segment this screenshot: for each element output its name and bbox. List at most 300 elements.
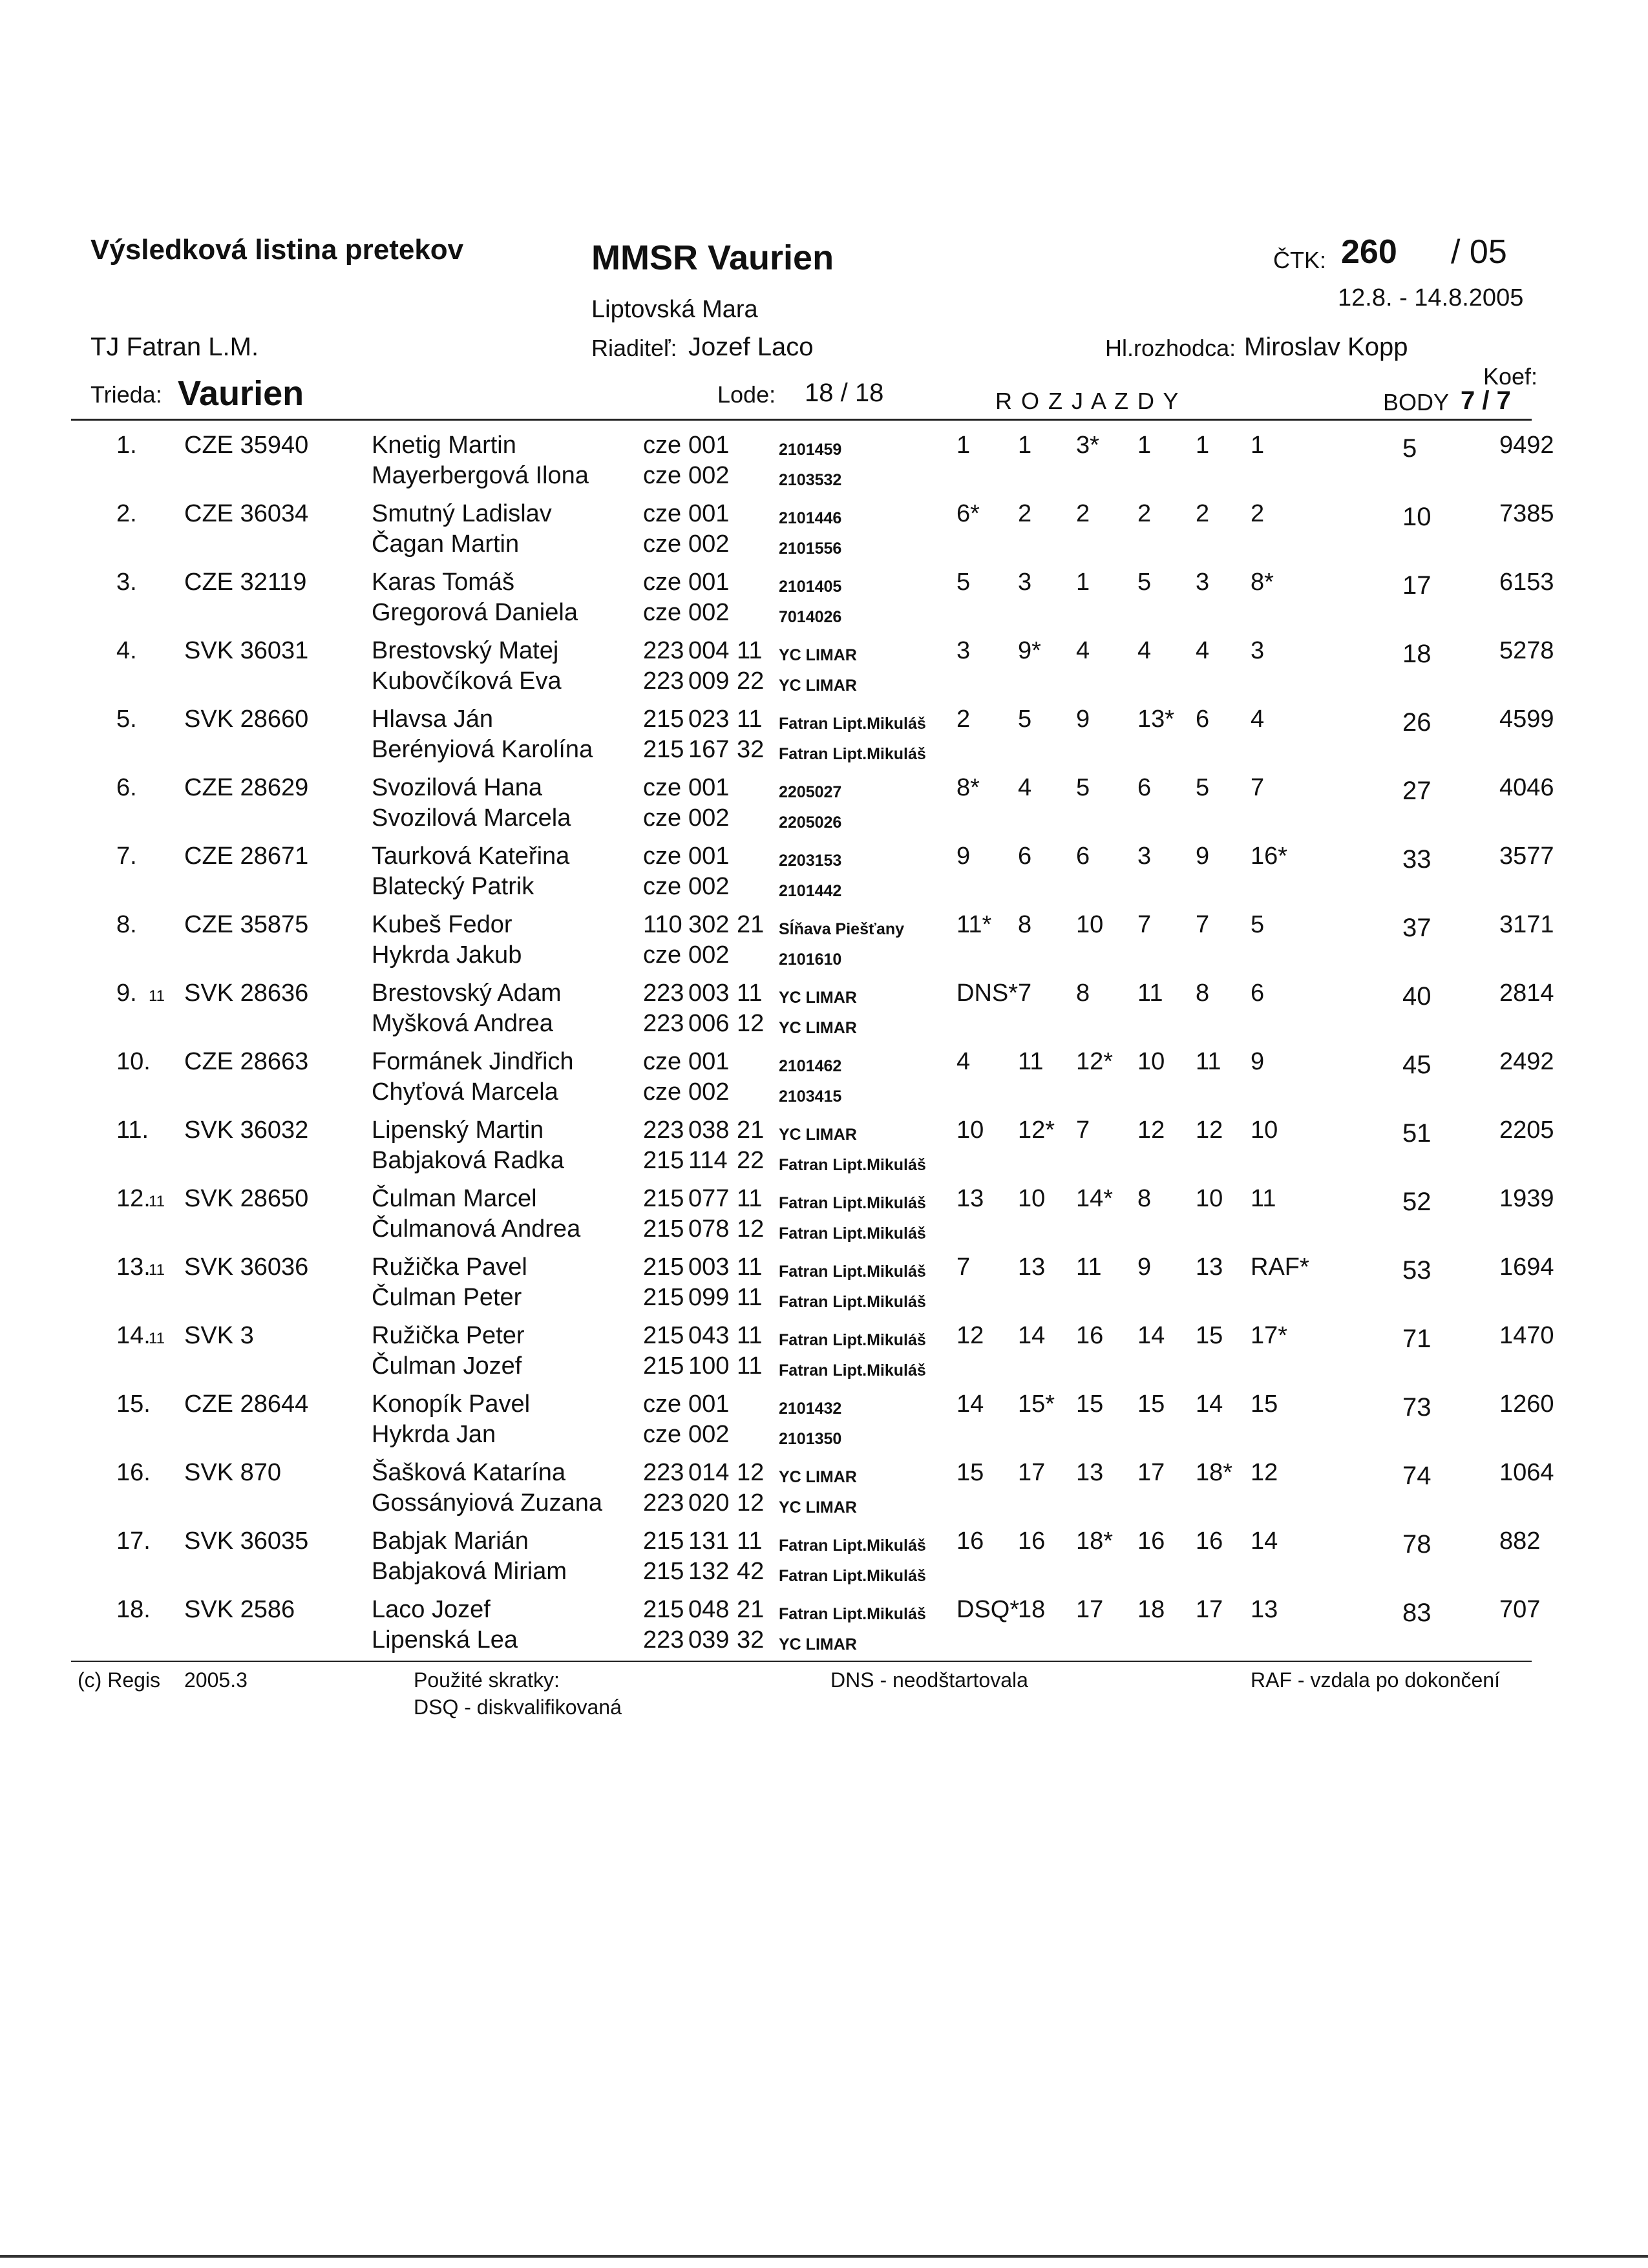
- race-3-result: 7: [1076, 1117, 1090, 1144]
- chief-judge-name: Miroslav Kopp: [1244, 333, 1408, 361]
- crew-code-b: 002: [688, 530, 730, 558]
- crew-code-b: 002: [688, 462, 730, 489]
- race-3-result: 6: [1076, 843, 1090, 870]
- sail-number: SVK 28650: [184, 1185, 309, 1212]
- helm-club: YC LIMAR: [779, 1126, 857, 1144]
- crew-code-b: 100: [688, 1352, 730, 1380]
- helm-code-c: 21: [737, 1117, 765, 1144]
- helm-club: 2101432: [779, 1400, 842, 1418]
- table-row: [0, 1248, 1648, 1317]
- koef-value: 6153: [1499, 569, 1554, 596]
- race-3-result: 17: [1076, 1596, 1104, 1623]
- race-3-result: 15: [1076, 1391, 1104, 1418]
- race-3-result: 1: [1076, 569, 1090, 596]
- race-5-result: 15: [1196, 1322, 1223, 1349]
- director-name: Jozef Laco: [688, 333, 814, 361]
- crew-code-a: 215: [643, 1147, 684, 1174]
- crew-code-a: cze: [643, 804, 682, 832]
- race-2-result: 7: [1018, 980, 1032, 1007]
- race-4-result: 1: [1137, 432, 1152, 459]
- rank: 7.: [116, 843, 137, 870]
- race-6-result: 3: [1251, 637, 1265, 664]
- race-5-result: 16: [1196, 1528, 1223, 1555]
- race-4-result: 14: [1137, 1322, 1165, 1349]
- helm-club: Fatran Lipt.Mikuláš: [779, 1605, 926, 1623]
- table-row: [0, 563, 1648, 632]
- crew-code-b: 132: [688, 1558, 730, 1585]
- total-points: 26: [1402, 708, 1431, 737]
- sail-number: SVK 36032: [184, 1117, 309, 1144]
- sail-number: CZE 28663: [184, 1048, 309, 1075]
- table-row: [0, 1317, 1648, 1385]
- table-row: [0, 906, 1648, 974]
- abbrev-dns: DNS - neodštartovala: [830, 1668, 1028, 1692]
- crew-code-a: cze: [643, 462, 682, 489]
- table-row: [0, 426, 1648, 495]
- helm-code-b: 001: [688, 774, 730, 801]
- table-row: [0, 1385, 1648, 1454]
- koef-value: 4046: [1499, 774, 1554, 801]
- director-label: Riaditeľ:: [591, 335, 677, 361]
- helm-code-a: 223: [643, 1459, 684, 1486]
- crew-code-a: 215: [643, 1284, 684, 1311]
- race-3-result: 2: [1076, 500, 1090, 527]
- race-6-result: 2: [1251, 500, 1265, 527]
- table-row: [0, 769, 1648, 837]
- race-6-result: 7: [1251, 774, 1265, 801]
- helm-code-a: 215: [643, 1528, 684, 1555]
- rank-suffix: 11: [149, 1330, 165, 1347]
- crew-name: Myšková Andrea: [372, 1010, 553, 1037]
- race-6-result: 5: [1251, 911, 1265, 938]
- helm-code-a: 215: [643, 1596, 684, 1623]
- crew-code-c: 22: [737, 1147, 765, 1174]
- race-5-result: 5: [1196, 774, 1210, 801]
- helm-club: YC LIMAR: [779, 1468, 857, 1486]
- sail-number: SVK 2586: [184, 1596, 295, 1623]
- helm-club: 2101446: [779, 509, 842, 527]
- helm-club: YC LIMAR: [779, 646, 857, 664]
- rank: 15.: [116, 1391, 151, 1418]
- race-4-result: 12: [1137, 1117, 1165, 1144]
- crew-club: 2103415: [779, 1087, 842, 1106]
- race-6-result: 13: [1251, 1596, 1278, 1623]
- crew-name: Čulman Jozef: [372, 1352, 522, 1380]
- race-2-result: 6: [1018, 843, 1032, 870]
- helm-code-b: 003: [688, 1254, 730, 1281]
- sail-number: CZE 28629: [184, 774, 309, 801]
- crew-code-c: 42: [737, 1558, 765, 1585]
- race-5-result: 1: [1196, 432, 1210, 459]
- table-row: [0, 974, 1648, 1043]
- koef-value: 1064: [1499, 1459, 1554, 1486]
- helm-name: Formánek Jindřich: [372, 1048, 574, 1075]
- race-4-result: 2: [1137, 500, 1152, 527]
- race-2-result: 16: [1018, 1528, 1046, 1555]
- race-3-result: 11: [1076, 1254, 1102, 1281]
- rank: 18.: [116, 1596, 151, 1623]
- crew-club: YC LIMAR: [779, 1635, 857, 1654]
- race-1-result: 8*: [956, 774, 980, 801]
- location: Liptovská Mara: [591, 296, 758, 323]
- race-4-result: 6: [1137, 774, 1152, 801]
- event-title: MMSR Vaurien: [591, 238, 834, 277]
- koef-value: 2492: [1499, 1048, 1554, 1075]
- crew-name: Hykrda Jan: [372, 1421, 496, 1448]
- rank: 1.: [116, 432, 137, 459]
- race-3-result: 9: [1076, 706, 1090, 733]
- total-points: 78: [1402, 1530, 1431, 1559]
- helm-name: Knetig Martin: [372, 432, 516, 459]
- race-6-result: 8*: [1251, 569, 1274, 596]
- helm-code-a: cze: [643, 500, 682, 527]
- race-3-result: 16: [1076, 1322, 1104, 1349]
- rank: 13.: [116, 1254, 151, 1281]
- koef-value: 7 / 7: [1461, 386, 1511, 415]
- ctk-year: / 05: [1451, 233, 1507, 271]
- race-1-result: 3: [956, 637, 971, 664]
- race-1-result: 16: [956, 1528, 984, 1555]
- race-5-result: 3: [1196, 569, 1210, 596]
- race-4-result: 16: [1137, 1528, 1165, 1555]
- crew-name: Kubovčíková Eva: [372, 667, 562, 695]
- koef-value: 4599: [1499, 706, 1554, 733]
- boats-label: Lode:: [717, 381, 776, 408]
- race-2-result: 9*: [1018, 637, 1041, 664]
- footer-divider: [71, 1661, 1532, 1662]
- crew-code-a: 223: [643, 1626, 684, 1654]
- rank: 5.: [116, 706, 137, 733]
- crew-code-a: cze: [643, 1078, 682, 1106]
- koef-value: 3577: [1499, 843, 1554, 870]
- ctk-label: ČTK:: [1273, 247, 1327, 273]
- race-3-result: 14*: [1076, 1185, 1114, 1212]
- race-2-result: 10: [1018, 1185, 1046, 1212]
- sail-number: SVK 28636: [184, 980, 309, 1007]
- race-1-result: 10: [956, 1117, 984, 1144]
- crew-code-c: 32: [737, 1626, 765, 1654]
- helm-name: Čulman Marcel: [372, 1185, 537, 1212]
- table-row: [0, 1111, 1648, 1180]
- race-1-result: 6*: [956, 500, 980, 527]
- helm-name: Ružička Peter: [372, 1322, 525, 1349]
- results-table: [0, 426, 1648, 1659]
- helm-code-c: 11: [737, 1528, 763, 1555]
- helm-code-b: 043: [688, 1322, 730, 1349]
- crew-name: Gregorová Daniela: [372, 599, 578, 626]
- rank: 4.: [116, 637, 137, 664]
- crew-code-b: 002: [688, 941, 730, 969]
- race-5-result: 8: [1196, 980, 1210, 1007]
- crew-code-b: 020: [688, 1489, 730, 1517]
- helm-code-c: 12: [737, 1459, 765, 1486]
- total-points: 37: [1402, 914, 1431, 942]
- table-row: [0, 1454, 1648, 1522]
- rank: 12.: [116, 1185, 151, 1212]
- helm-name: Brestovský Matej: [372, 637, 559, 664]
- koef-value: 5278: [1499, 637, 1554, 664]
- helm-club: Fatran Lipt.Mikuláš: [779, 1537, 926, 1555]
- header-divider: [71, 419, 1532, 421]
- race-4-result: 7: [1137, 911, 1152, 938]
- crew-name: Gossányiová Zuzana: [372, 1489, 602, 1517]
- helm-club: 2101462: [779, 1057, 842, 1075]
- helm-code-b: 077: [688, 1185, 730, 1212]
- helm-club: Sĺňava Piešťany: [779, 920, 905, 938]
- helm-club: Fatran Lipt.Mikuláš: [779, 1194, 926, 1212]
- rank: 6.: [116, 774, 137, 801]
- crew-club: YC LIMAR: [779, 1498, 857, 1517]
- crew-code-c: 32: [737, 736, 765, 763]
- rank: 2.: [116, 500, 137, 527]
- abbrev-label: Použité skratky:: [414, 1668, 560, 1692]
- koef-value: 3171: [1499, 911, 1554, 938]
- helm-name: Taurková Kateřina: [372, 843, 570, 870]
- race-1-result: 2: [956, 706, 971, 733]
- race-1-result: 15: [956, 1459, 984, 1486]
- total-points: 51: [1402, 1119, 1431, 1148]
- koef-value: 1694: [1499, 1254, 1554, 1281]
- race-5-result: 17: [1196, 1596, 1223, 1623]
- crew-code-a: 223: [643, 667, 684, 695]
- version: 2005.3: [184, 1668, 248, 1692]
- race-1-result: 7: [956, 1254, 971, 1281]
- race-5-result: 10: [1196, 1185, 1223, 1212]
- total-points: 53: [1402, 1256, 1431, 1285]
- crew-club: 2101610: [779, 950, 842, 969]
- crew-code-a: 223: [643, 1010, 684, 1037]
- crew-code-b: 167: [688, 736, 730, 763]
- total-points: 27: [1402, 777, 1431, 805]
- boats-value: 18 / 18: [805, 379, 884, 407]
- race-4-result: 9: [1137, 1254, 1152, 1281]
- helm-name: Smutný Ladislav: [372, 500, 552, 527]
- helm-code-b: 038: [688, 1117, 730, 1144]
- crew-name: Babjaková Radka: [372, 1147, 564, 1174]
- rank-suffix: 11: [149, 1193, 165, 1210]
- crew-code-a: cze: [643, 1421, 682, 1448]
- race-1-result: DNS*: [956, 980, 1019, 1007]
- crew-code-a: 215: [643, 736, 684, 763]
- helm-code-a: 223: [643, 637, 684, 664]
- helm-name: Karas Tomáš: [372, 569, 515, 596]
- helm-code-a: 215: [643, 1185, 684, 1212]
- rank: 3.: [116, 569, 137, 596]
- helm-code-a: cze: [643, 843, 682, 870]
- helm-name: Kubeš Fedor: [372, 911, 512, 938]
- crew-code-a: cze: [643, 599, 682, 626]
- race-4-result: 11: [1137, 980, 1163, 1007]
- helm-code-a: cze: [643, 1048, 682, 1075]
- race-2-result: 15*: [1018, 1391, 1055, 1418]
- crew-club: Fatran Lipt.Mikuláš: [779, 1361, 926, 1380]
- race-6-result: 14: [1251, 1528, 1278, 1555]
- race-5-result: 7: [1196, 911, 1210, 938]
- total-points: 33: [1402, 845, 1431, 874]
- crew-club: 2101442: [779, 882, 842, 900]
- rank-suffix: 11: [149, 987, 165, 1005]
- race-4-result: 4: [1137, 637, 1152, 664]
- sail-number: SVK 3: [184, 1322, 254, 1349]
- helm-club: YC LIMAR: [779, 989, 857, 1007]
- race-1-result: 13: [956, 1185, 984, 1212]
- race-6-result: 11: [1251, 1185, 1276, 1212]
- ctk-number: 260: [1341, 233, 1397, 271]
- helm-code-c: 11: [737, 1185, 763, 1212]
- crew-code-a: cze: [643, 941, 682, 969]
- race-5-result: 2: [1196, 500, 1210, 527]
- helm-code-a: 223: [643, 980, 684, 1007]
- sail-number: SVK 36035: [184, 1528, 309, 1555]
- crew-club: YC LIMAR: [779, 1019, 857, 1037]
- helm-code-c: 21: [737, 1596, 765, 1623]
- helm-club: 2101459: [779, 441, 842, 459]
- race-1-result: 1: [956, 432, 971, 459]
- crew-code-b: 006: [688, 1010, 730, 1037]
- crew-club: 2101350: [779, 1430, 842, 1448]
- crew-code-b: 039: [688, 1626, 730, 1654]
- crew-code-b: 078: [688, 1215, 730, 1243]
- crew-code-b: 002: [688, 1421, 730, 1448]
- rank: 11.: [116, 1117, 149, 1144]
- race-5-result: 11: [1196, 1048, 1221, 1075]
- helm-code-c: 11: [737, 637, 763, 664]
- helm-code-a: 215: [643, 706, 684, 733]
- crew-name: Chyťová Marcela: [372, 1078, 558, 1106]
- crew-club: Fatran Lipt.Mikuláš: [779, 1293, 926, 1311]
- event-dates: 12.8. - 14.8.2005: [1338, 284, 1524, 311]
- helm-club: Fatran Lipt.Mikuláš: [779, 1263, 926, 1281]
- race-4-result: 3: [1137, 843, 1152, 870]
- helm-code-b: 001: [688, 432, 730, 459]
- race-6-result: 15: [1251, 1391, 1278, 1418]
- race-4-result: 5: [1137, 569, 1152, 596]
- helm-club: 2203153: [779, 852, 842, 870]
- race-3-result: 8: [1076, 980, 1090, 1007]
- helm-club: 2205027: [779, 783, 842, 801]
- helm-club: 2101405: [779, 578, 842, 596]
- race-1-result: 4: [956, 1048, 971, 1075]
- helm-code-a: cze: [643, 569, 682, 596]
- helm-code-a: 215: [643, 1254, 684, 1281]
- helm-code-b: 014: [688, 1459, 730, 1486]
- koef-value: 9492: [1499, 432, 1554, 459]
- race-6-result: 6: [1251, 980, 1265, 1007]
- crew-name: Hykrda Jakub: [372, 941, 522, 969]
- race-6-result: 12: [1251, 1459, 1278, 1486]
- helm-code-a: cze: [643, 774, 682, 801]
- crew-club: 7014026: [779, 608, 842, 626]
- crew-code-c: 12: [737, 1010, 765, 1037]
- rank: 10.: [116, 1048, 151, 1075]
- race-3-result: 18*: [1076, 1528, 1114, 1555]
- race-2-result: 17: [1018, 1459, 1046, 1486]
- crew-club: 2205026: [779, 814, 842, 832]
- race-2-result: 5: [1018, 706, 1032, 733]
- table-row: [0, 1591, 1648, 1659]
- crew-code-b: 009: [688, 667, 730, 695]
- race-6-result: 16*: [1251, 843, 1288, 870]
- helm-code-c: 21: [737, 911, 765, 938]
- crew-code-a: 215: [643, 1215, 684, 1243]
- crew-code-a: 223: [643, 1489, 684, 1517]
- crew-code-b: 002: [688, 804, 730, 832]
- sail-number: SVK 28660: [184, 706, 309, 733]
- copyright: (c) Regis: [78, 1668, 161, 1692]
- races-header: R O Z J A Z D Y: [995, 388, 1180, 414]
- race-1-result: 9: [956, 843, 971, 870]
- rank: 16.: [116, 1459, 151, 1486]
- crew-name: Blatecký Patrik: [372, 873, 534, 900]
- crew-code-b: 114: [688, 1147, 728, 1174]
- race-2-result: 18: [1018, 1596, 1046, 1623]
- helm-code-c: 11: [737, 1322, 763, 1349]
- helm-code-b: 048: [688, 1596, 730, 1623]
- crew-code-a: cze: [643, 873, 682, 900]
- helm-code-b: 131: [688, 1528, 730, 1555]
- race-1-result: 12: [956, 1322, 984, 1349]
- sail-number: CZE 28671: [184, 843, 309, 870]
- table-row: [0, 837, 1648, 906]
- race-2-result: 13: [1018, 1254, 1046, 1281]
- helm-name: Šašková Katarína: [372, 1459, 565, 1486]
- race-2-result: 3: [1018, 569, 1032, 596]
- race-1-result: 5: [956, 569, 971, 596]
- rank: 17.: [116, 1528, 151, 1555]
- total-points: 83: [1402, 1599, 1431, 1627]
- points-header: BODY: [1383, 389, 1450, 415]
- race-6-result: 9: [1251, 1048, 1265, 1075]
- class-name: Vaurien: [178, 374, 304, 413]
- race-5-result: 12: [1196, 1117, 1223, 1144]
- total-points: 71: [1402, 1325, 1431, 1353]
- rank-suffix: 11: [149, 1261, 165, 1279]
- total-points: 52: [1402, 1188, 1431, 1216]
- race-1-result: 14: [956, 1391, 984, 1418]
- helm-code-a: 110: [643, 911, 682, 938]
- class-label: Trieda:: [90, 381, 162, 408]
- race-6-result: 10: [1251, 1117, 1278, 1144]
- scan-edge-line: [0, 2255, 1648, 2258]
- race-3-result: 10: [1076, 911, 1104, 938]
- crew-club: 2103532: [779, 471, 842, 489]
- helm-name: Laco Jozef: [372, 1596, 491, 1623]
- race-3-result: 4: [1076, 637, 1090, 664]
- race-3-result: 3*: [1076, 432, 1099, 459]
- sail-number: CZE 35940: [184, 432, 309, 459]
- race-6-result: 17*: [1251, 1322, 1288, 1349]
- koef-value: 1939: [1499, 1185, 1554, 1212]
- helm-name: Ružička Pavel: [372, 1254, 527, 1281]
- koef-value: 2205: [1499, 1117, 1554, 1144]
- helm-code-b: 003: [688, 980, 730, 1007]
- crew-code-b: 002: [688, 1078, 730, 1106]
- helm-code-a: 223: [643, 1117, 684, 1144]
- race-4-result: 17: [1137, 1459, 1165, 1486]
- race-2-result: 14: [1018, 1322, 1046, 1349]
- sail-number: CZE 36034: [184, 500, 309, 527]
- race-5-result: 13: [1196, 1254, 1223, 1281]
- helm-code-c: 11: [737, 706, 763, 733]
- crew-name: Čulmanová Andrea: [372, 1215, 581, 1243]
- crew-code-c: 11: [737, 1352, 763, 1380]
- helm-code-a: cze: [643, 1391, 682, 1418]
- crew-name: Čulman Peter: [372, 1284, 522, 1311]
- sail-number: SVK 36036: [184, 1254, 309, 1281]
- sail-number: CZE 32119: [184, 569, 307, 596]
- crew-code-a: 215: [643, 1558, 684, 1585]
- total-points: 5: [1402, 434, 1417, 463]
